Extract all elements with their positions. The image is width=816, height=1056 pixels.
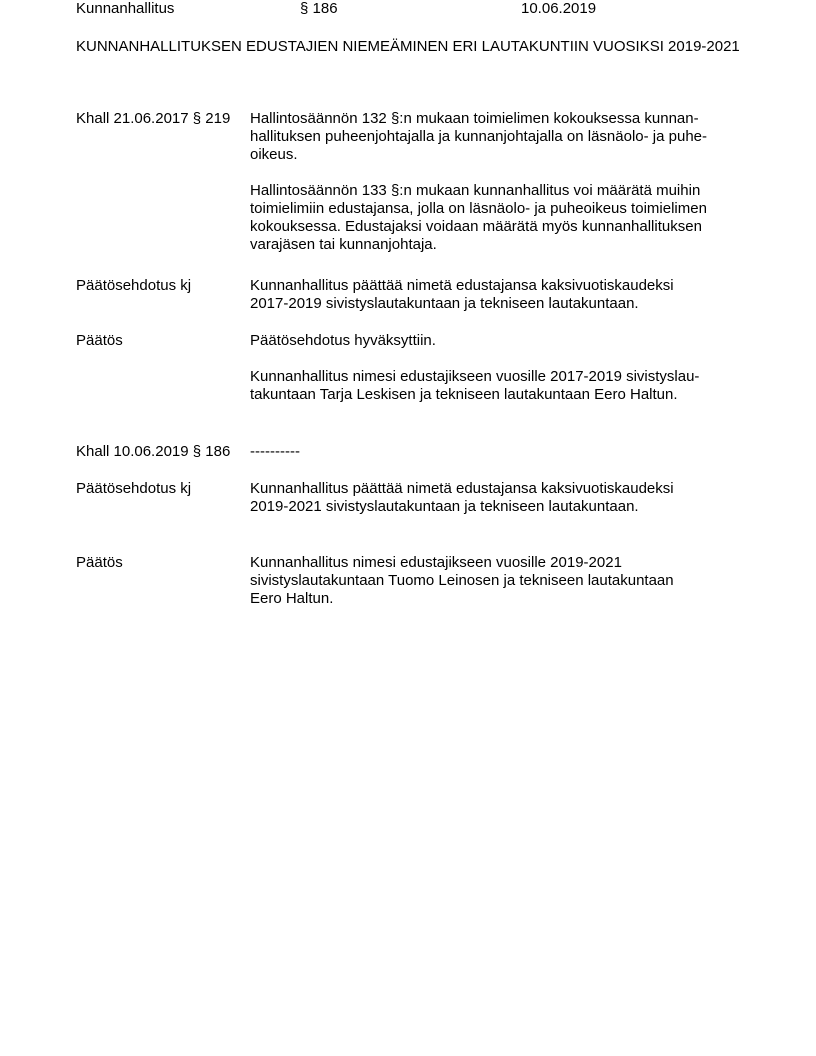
history-p1-line-2: hallituksen puheenjohtajalla ja kunnanjohtajalla on läsnäolo- ja puhe- xyxy=(250,128,708,145)
decision-2019-label: Päätös xyxy=(76,554,123,571)
header-organization: Kunnanhallitus xyxy=(76,0,175,17)
history-2017-body xyxy=(250,110,750,254)
decision-2019-line-2: sivistyslautakuntaan Tuomo Leinosen ja tekniseen lautakuntaan xyxy=(250,572,674,589)
proposal-2017-line-2: 2017-2019 sivistyslautakuntaan ja tekniseen lautakuntaan. xyxy=(250,295,639,312)
history-p1-line-3: oikeus. xyxy=(250,146,298,163)
document-title: KUNNANHALLITUKSEN EDUSTAJIEN NIEMEÄMINEN ERI LAUTAKUNTIIN VUOSIKSI 2019-2021 xyxy=(76,38,740,55)
current-2019-body: ---------- xyxy=(250,443,300,460)
current-2019-label: Khall 10.06.2019 § 186 xyxy=(76,443,231,460)
proposal-2019-line-2: 2019-2021 sivistyslautakuntaan ja tekniseen lautakuntaan. xyxy=(250,498,639,515)
decision-2017-label: Päätös xyxy=(76,332,123,349)
header-date: 10.06.2019 xyxy=(521,0,597,17)
history-p1-line-1: Hallintosäännön 132 §:n mukaan toimielimen kokouksessa kunnan- xyxy=(250,110,699,127)
history-p2-line-4: varajäsen tai kunnanjohtaja. xyxy=(250,236,437,253)
history-paragraph-1 xyxy=(250,110,750,164)
proposal-2019-body xyxy=(250,480,750,516)
decision-2017-line-1: Päätösehdotus hyväksyttiin. xyxy=(250,332,436,349)
proposal-2017-body xyxy=(250,277,750,313)
decision-2017-body xyxy=(250,332,750,404)
history-p2-line-1: Hallintosäännön 133 §:n mukaan kunnanhallitus voi määrätä muihin xyxy=(250,182,701,199)
decision-2017-paragraph-1 xyxy=(250,332,750,350)
decision-2017-p2-line-2: takuntaan Tarja Leskisen ja tekniseen lautakuntaan Eero Haltun. xyxy=(250,386,678,403)
decision-2019-body xyxy=(250,554,750,608)
header-section-number: § 186 xyxy=(300,0,338,17)
proposal-2017-label: Päätösehdotus kj xyxy=(76,277,192,294)
proposal-2017-line-1: Kunnanhallitus päättää nimetä edustajansa kaksivuotiskaudeksi xyxy=(250,277,674,294)
history-p2-line-3: kokouksessa. Edustajaksi voidaan määrätä myös kunnanhallituksen xyxy=(250,218,702,235)
decision-2019-line-3: Eero Haltun. xyxy=(250,590,334,607)
proposal-2019-label: Päätösehdotus kj xyxy=(76,480,192,497)
history-paragraph-2 xyxy=(250,182,750,254)
history-2017-label: Khall 21.06.2017 § 219 xyxy=(76,110,231,127)
decision-2019-line-1: Kunnanhallitus nimesi edustajikseen vuosille 2019-2021 xyxy=(250,554,622,571)
decision-2017-paragraph-2 xyxy=(250,368,750,404)
decision-2017-p2-line-1: Kunnanhallitus nimesi edustajikseen vuosille 2017-2019 sivistyslau- xyxy=(250,368,700,385)
proposal-2019-line-1: Kunnanhallitus päättää nimetä edustajansa kaksivuotiskaudeksi xyxy=(250,480,674,497)
history-p2-line-2: toimielimiin edustajansa, jolla on läsnäolo- ja puheoikeus toimielimen xyxy=(250,200,707,217)
